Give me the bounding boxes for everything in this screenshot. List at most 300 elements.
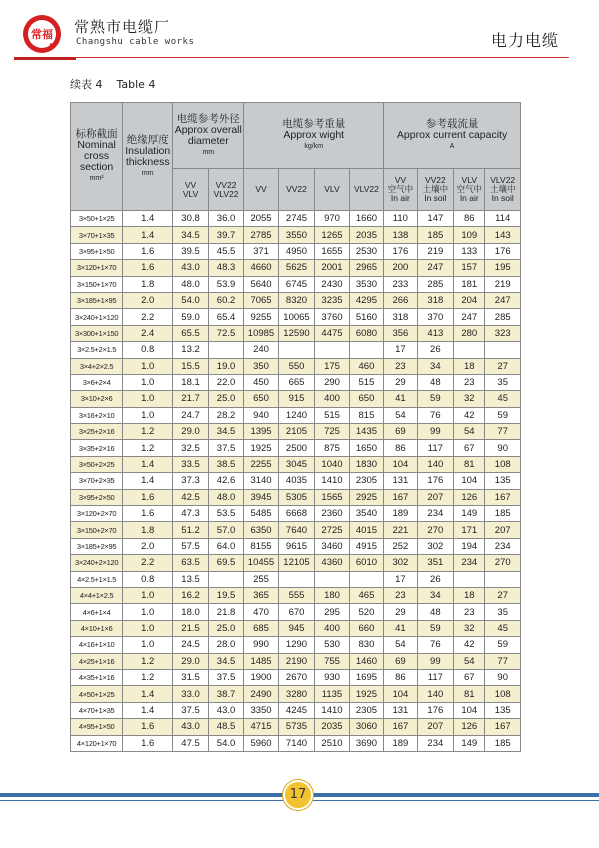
table-cell: 2785: [244, 227, 278, 243]
table-cell: 2670: [278, 669, 315, 685]
table-cell: 27: [485, 358, 521, 374]
table-cell: 290: [315, 374, 349, 390]
table-cell: 1.2: [123, 440, 173, 456]
table-cell: 3×70+1×35: [71, 227, 123, 243]
table-cell: 3690: [349, 735, 383, 751]
table-cell: 8155: [244, 538, 278, 554]
table-cell: 670: [278, 604, 315, 620]
table-cell: 302: [417, 538, 454, 554]
table-cell: 1265: [315, 227, 349, 243]
table-caption-cn: 续表 4: [70, 78, 103, 91]
table-cell: 135: [485, 473, 521, 489]
table-row: [71, 555, 521, 571]
table-cell: 180: [315, 587, 349, 603]
col-header-insulation-unit: mm: [141, 169, 154, 177]
table-cell: 3×185+1×95: [71, 292, 123, 308]
table-cell: 2.2: [123, 555, 173, 571]
table-cell: 3×35+2×16: [71, 440, 123, 456]
table-cell: 4×120+1×70: [71, 735, 123, 751]
col-header-weight-cn: 电缆参考重量: [282, 118, 346, 130]
table-cell: 413: [417, 325, 454, 341]
table-row: [71, 735, 521, 751]
table-cell: 37.3: [173, 473, 208, 489]
table-cell: 135: [485, 702, 521, 718]
table-cell: 3×10+2×6: [71, 391, 123, 407]
company-logo: [22, 14, 62, 54]
table-cell: 200: [384, 260, 417, 276]
table-cell: 520: [349, 604, 383, 620]
table-cell: 86: [454, 211, 485, 227]
table-cell: 4×35+1×16: [71, 669, 123, 685]
table-cell: 0.8: [123, 571, 173, 587]
table-cell: 2055: [244, 211, 278, 227]
table-cell: 48.5: [208, 719, 244, 735]
table-row: [71, 456, 521, 472]
table-cell: 219: [417, 243, 454, 259]
table-cell: 9255: [244, 309, 278, 325]
table-cell: 2965: [349, 260, 383, 276]
table-cell: 915: [278, 391, 315, 407]
table-cell: 140: [417, 686, 454, 702]
table-cell: 1.6: [123, 735, 173, 751]
table-cell: 5305: [278, 489, 315, 505]
table-row: [71, 620, 521, 636]
table-cell: 1410: [315, 473, 349, 489]
table-cell: 945: [278, 620, 315, 636]
table-cell: 3045: [278, 456, 315, 472]
table-cell: 1.2: [123, 669, 173, 685]
table-cell: 34.5: [173, 227, 208, 243]
table-cell: 138: [384, 227, 417, 243]
table-cell: 266: [384, 292, 417, 308]
table-cell: 171: [454, 522, 485, 538]
table-cell: 48.0: [173, 276, 208, 292]
table-row: [71, 473, 521, 489]
table-cell: 247: [454, 309, 485, 325]
table-cell: 59.0: [173, 309, 208, 325]
table-cell: [454, 342, 485, 358]
table-caption-en: Table 4: [116, 78, 156, 91]
table-cell: 875: [315, 440, 349, 456]
table-row: [71, 292, 521, 308]
table-cell: 39.7: [208, 227, 244, 243]
table-cell: 285: [417, 276, 454, 292]
table-cell: 3×6+2×4: [71, 374, 123, 390]
table-cell: 63.5: [173, 555, 208, 571]
table-cell: 81: [454, 456, 485, 472]
table-cell: 43.0: [208, 702, 244, 718]
table-cell: 54: [384, 637, 417, 653]
table-cell: 2925: [349, 489, 383, 505]
table-cell: 36.0: [208, 211, 244, 227]
table-cell: 32: [454, 391, 485, 407]
table-cell: 1.4: [123, 473, 173, 489]
table-cell: 660: [349, 620, 383, 636]
table-cell: 54: [454, 424, 485, 440]
table-cell: 5640: [244, 276, 278, 292]
table-cell: 43.0: [173, 260, 208, 276]
table-cell: 69.5: [208, 555, 244, 571]
table-cell: 815: [349, 407, 383, 423]
table-cell: 285: [485, 309, 521, 325]
table-cell: 48.3: [208, 260, 244, 276]
table-cell: 64.0: [208, 538, 244, 554]
table-cell: 69: [384, 653, 417, 669]
table-row: [71, 407, 521, 423]
table-cell: 76: [417, 637, 454, 653]
subheader-wt-vlv22: VLV22: [349, 169, 383, 211]
table-cell: [485, 571, 521, 587]
table-row: [71, 325, 521, 341]
table-row: [71, 506, 521, 522]
table-cell: 81: [454, 686, 485, 702]
table-cell: 21.5: [173, 620, 208, 636]
table-cell: 3×150+2×70: [71, 522, 123, 538]
table-cell: 59: [485, 637, 521, 653]
table-cell: 1135: [315, 686, 349, 702]
table-cell: 247: [485, 292, 521, 308]
table-cell: 33.5: [173, 456, 208, 472]
table-cell: 685: [244, 620, 278, 636]
table-cell: 29: [384, 374, 417, 390]
table-cell: 7640: [278, 522, 315, 538]
table-cell: 194: [454, 538, 485, 554]
table-cell: 12590: [278, 325, 315, 341]
table-cell: 4015: [349, 522, 383, 538]
table-cell: 34.5: [208, 424, 244, 440]
table-cell: 7140: [278, 735, 315, 751]
subheader-wt-vv22: VV22: [278, 169, 315, 211]
table-cell: 38.7: [208, 686, 244, 702]
table-cell: 114: [485, 211, 521, 227]
table-cell: 12105: [278, 555, 315, 571]
table-cell: 1410: [315, 702, 349, 718]
table-cell: 3280: [278, 686, 315, 702]
table-row: [71, 538, 521, 554]
table-cell: 29.0: [173, 424, 208, 440]
table-cell: 77: [485, 653, 521, 669]
table-cell: 1.0: [123, 407, 173, 423]
table-cell: 207: [417, 719, 454, 735]
table-cell: 204: [454, 292, 485, 308]
table-cell: 37.5: [208, 669, 244, 685]
table-cell: 42: [454, 637, 485, 653]
table-cell: 1.0: [123, 637, 173, 653]
table-cell: 1435: [349, 424, 383, 440]
table-cell: 37.5: [173, 702, 208, 718]
col-header-diameter: [173, 103, 244, 169]
table-cell: 3×240+1×120: [71, 309, 123, 325]
table-cell: 2510: [315, 735, 349, 751]
table-cell: 25.0: [208, 391, 244, 407]
table-cell: 970: [315, 211, 349, 227]
table-cell: 3460: [315, 538, 349, 554]
svg-text:F: F: [48, 43, 56, 53]
table-cell: 1.0: [123, 374, 173, 390]
table-cell: 34: [417, 587, 454, 603]
table-cell: 143: [485, 227, 521, 243]
table-cell: 48: [417, 374, 454, 390]
table-cell: 1460: [349, 653, 383, 669]
table-cell: 465: [349, 587, 383, 603]
table-cell: 1.8: [123, 276, 173, 292]
table-row: [71, 276, 521, 292]
subheader-wt-vv: VV: [244, 169, 278, 211]
table-cell: 234: [454, 555, 485, 571]
table-cell: 755: [315, 653, 349, 669]
header-accent-bar: [14, 57, 76, 60]
table-cell: 59: [417, 391, 454, 407]
table-cell: 3×2.5+2×1.5: [71, 342, 123, 358]
table-cell: 1.6: [123, 719, 173, 735]
subheader-dia-vv22: VV22 VLV22: [208, 169, 244, 211]
col-header-diameter-unit: mm: [202, 148, 215, 156]
table-cell: 2.0: [123, 292, 173, 308]
table-cell: 109: [454, 227, 485, 243]
table-cell: 3540: [349, 506, 383, 522]
table-cell: 4360: [315, 555, 349, 571]
table-cell: 76: [417, 407, 454, 423]
table-cell: 167: [485, 719, 521, 735]
table-cell: 18: [454, 587, 485, 603]
table-cell: 4×95+1×50: [71, 719, 123, 735]
table-cell: 3530: [349, 276, 383, 292]
table-cell: 5625: [278, 260, 315, 276]
table-cell: 2745: [278, 211, 315, 227]
table-cell: 270: [485, 555, 521, 571]
table-cell: 17: [384, 342, 417, 358]
col-header-insulation-en: Insulation thickness: [125, 144, 171, 168]
table-cell: 86: [384, 669, 417, 685]
table-cell: 1.4: [123, 456, 173, 472]
table-cell: 1.6: [123, 489, 173, 505]
table-cell: 189: [384, 735, 417, 751]
table-cell: 4295: [349, 292, 383, 308]
table-cell: 65.5: [173, 325, 208, 341]
table-cell: 1.0: [123, 620, 173, 636]
table-cell: 18.1: [173, 374, 208, 390]
table-cell: 3×70+2×35: [71, 473, 123, 489]
col-header-current-unit: A: [449, 143, 455, 150]
table-cell: 1695: [349, 669, 383, 685]
page-number: 17: [283, 780, 313, 810]
table-cell: 25.0: [208, 620, 244, 636]
category-title: 电力电缆: [490, 31, 559, 50]
subheader-wt-vlv: VLV: [315, 169, 349, 211]
table-cell: 3235: [315, 292, 349, 308]
table-cell: 470: [244, 604, 278, 620]
table-cell: 1.0: [123, 604, 173, 620]
table-cell: 2255: [244, 456, 278, 472]
table-cell: 1040: [315, 456, 349, 472]
table-cell: 23: [454, 604, 485, 620]
table-cell: 240: [244, 342, 278, 358]
table-cell: 189: [384, 506, 417, 522]
table-cell: 53.5: [208, 506, 244, 522]
table-cell: 26: [417, 571, 454, 587]
table-cell: 3945: [244, 489, 278, 505]
table-cell: 34.5: [208, 653, 244, 669]
table-row: [71, 358, 521, 374]
table-cell: 99: [417, 424, 454, 440]
table-cell: 60.2: [208, 292, 244, 308]
table-cell: 1.2: [123, 653, 173, 669]
table-cell: 2.2: [123, 309, 173, 325]
col-header-insulation: [123, 103, 173, 211]
table-cell: 32.5: [173, 440, 208, 456]
table-row: [71, 391, 521, 407]
table-cell: 221: [384, 522, 417, 538]
table-cell: 53.9: [208, 276, 244, 292]
table-cell: 47.5: [173, 735, 208, 751]
table-body: [71, 211, 521, 752]
table-cell: 4×4+1×2.5: [71, 587, 123, 603]
table-row: [71, 211, 521, 227]
table-cell: 51.2: [173, 522, 208, 538]
table-cell: 450: [244, 374, 278, 390]
table-cell: 43.0: [173, 719, 208, 735]
table-cell: 77: [485, 424, 521, 440]
table-cell: 131: [384, 702, 417, 718]
table-cell: 2500: [278, 440, 315, 456]
table-cell: 2305: [349, 702, 383, 718]
table-cell: 42.6: [208, 473, 244, 489]
table-cell: 3060: [349, 719, 383, 735]
table-cell: 356: [384, 325, 417, 341]
col-header-current-cn: 参考载流量: [425, 118, 479, 130]
table-cell: 67: [454, 440, 485, 456]
table-cell: 1830: [349, 456, 383, 472]
col-header-current-en: Approx current capacity: [396, 129, 508, 141]
table-cell: 3550: [278, 227, 315, 243]
table-cell: 21.8: [208, 604, 244, 620]
table-cell: 3×95+1×50: [71, 243, 123, 259]
table-cell: 1660: [349, 211, 383, 227]
table-row: [71, 260, 521, 276]
table-cell: 3×150+1×70: [71, 276, 123, 292]
table-cell: 1900: [244, 669, 278, 685]
table-cell: 555: [278, 587, 315, 603]
table-cell: 2725: [315, 522, 349, 538]
table-cell: 365: [244, 587, 278, 603]
table-cell: 1925: [244, 440, 278, 456]
table-cell: 233: [384, 276, 417, 292]
subheader-cur-vlv22: VLV22 土壤中 In soil: [485, 169, 521, 211]
table-cell: 19.5: [208, 587, 244, 603]
table-cell: 167: [485, 489, 521, 505]
table-cell: 133: [454, 243, 485, 259]
table-cell: 6350: [244, 522, 278, 538]
table-cell: 104: [384, 686, 417, 702]
table-cell: [208, 571, 244, 587]
table-row: [71, 702, 521, 718]
table-cell: 176: [485, 243, 521, 259]
table-cell: 17: [384, 571, 417, 587]
table-cell: 41: [384, 620, 417, 636]
col-header-insulation-cn: 绝缘厚度: [126, 133, 169, 146]
table-cell: 318: [384, 309, 417, 325]
table-cell: 930: [315, 669, 349, 685]
table-cell: 38.5: [208, 456, 244, 472]
table-cell: 1.6: [123, 260, 173, 276]
table-cell: 4660: [244, 260, 278, 276]
table-cell: [278, 342, 315, 358]
table-cell: [349, 342, 383, 358]
table-cell: 351: [417, 555, 454, 571]
table-cell: 234: [417, 506, 454, 522]
table-cell: 23: [384, 358, 417, 374]
table-cell: [315, 342, 349, 358]
table-cell: 42: [454, 407, 485, 423]
table-cell: 650: [244, 391, 278, 407]
table-cell: 2001: [315, 260, 349, 276]
table-row: [71, 522, 521, 538]
table-cell: 27: [485, 587, 521, 603]
table-cell: 5160: [349, 309, 383, 325]
table-cell: 117: [417, 440, 454, 456]
table-cell: 126: [454, 489, 485, 505]
table-cell: 2.4: [123, 325, 173, 341]
table-cell: 90: [485, 669, 521, 685]
table-cell: 830: [349, 637, 383, 653]
table-cell: 57.5: [173, 538, 208, 554]
table-cell: 1395: [244, 424, 278, 440]
table-cell: 3760: [315, 309, 349, 325]
table-cell: 1240: [278, 407, 315, 423]
table-cell: 2530: [349, 243, 383, 259]
col-header-weight-en: Approx wight: [283, 129, 345, 141]
table-row: [71, 719, 521, 735]
table-cell: 176: [417, 473, 454, 489]
table-cell: 185: [485, 735, 521, 751]
table-row: [71, 309, 521, 325]
table-cell: 34: [417, 358, 454, 374]
table-row: [71, 604, 521, 620]
table-cell: 1565: [315, 489, 349, 505]
table-cell: 195: [485, 260, 521, 276]
table-cell: 4×25+1×16: [71, 653, 123, 669]
table-cell: [349, 571, 383, 587]
table-cell: 176: [417, 702, 454, 718]
table-cell: 86: [384, 440, 417, 456]
table-cell: 176: [384, 243, 417, 259]
table-cell: 16.2: [173, 587, 208, 603]
subheader-cur-vv22: VV22 土壤中 In soil: [417, 169, 454, 211]
table-cell: 110: [384, 211, 417, 227]
table-cell: 117: [417, 669, 454, 685]
table-cell: 149: [454, 735, 485, 751]
table-cell: 4×70+1×35: [71, 702, 123, 718]
table-cell: 185: [417, 227, 454, 243]
table-cell: 10985: [244, 325, 278, 341]
table-cell: 3×50+2×25: [71, 456, 123, 472]
table-cell: 4475: [315, 325, 349, 341]
brand-name-cn: 常熟市电缆厂: [74, 18, 171, 36]
table-cell: 350: [244, 358, 278, 374]
table-cell: 4×6+1×4: [71, 604, 123, 620]
col-header-size: [71, 103, 123, 211]
table-cell: 67: [454, 669, 485, 685]
table-cell: 126: [454, 719, 485, 735]
table-cell: [454, 571, 485, 587]
table-cell: 1290: [278, 637, 315, 653]
table-cell: 0.8: [123, 342, 173, 358]
table-cell: 234: [417, 735, 454, 751]
table-cell: 35: [485, 374, 521, 390]
table-cell: 175: [315, 358, 349, 374]
table-cell: 69: [384, 424, 417, 440]
table-cell: 2305: [349, 473, 383, 489]
